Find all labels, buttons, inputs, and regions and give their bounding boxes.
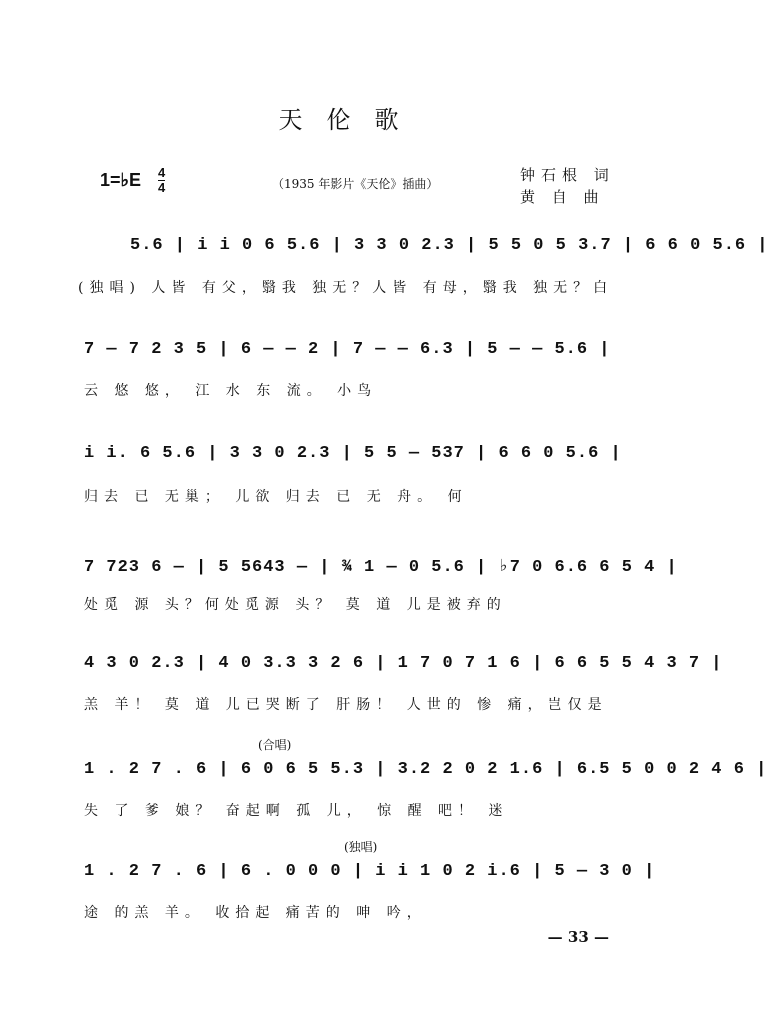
notation-line-4: 7 723 6 — | 5 5643 — | ¾ 1 — 0 5.6 | ♭7 0 6.6 6 5 4 |	[84, 558, 678, 577]
notation-line-1: 5.6 | i i 0 6 5.6 | 3 3 0 2.3 | 5 5 0 5 3.7 | 6 6 0 5.6 |	[130, 236, 769, 255]
key-signature: 1=♭E	[100, 170, 142, 190]
lyrics-line-7: 途 的羔 羊。 收拾起 痛苦的 呻 吟，	[84, 905, 427, 921]
time-signature-bottom: 4	[158, 180, 166, 195]
lyrics-line-3: 归去 已 无巢； 儿欲 归去 已 无 舟。 何	[84, 489, 468, 505]
lyricist-credit: 钟石根 词	[520, 166, 615, 184]
notation-line-7: 1 . 2 7 . 6 | 6 . 0 0 0 | i i 1 0 2 i.6 | 5 — 3 0 |	[84, 862, 656, 881]
notation-line-5: 4 3 0 2.3 | 4 0 3.3 3 2 6 | 1 7 0 7 1 6 | 6 6 5 5 4 3 7 |	[84, 654, 723, 673]
voice-marking-chorus: (合唱)	[258, 738, 292, 752]
song-title: 天伦歌	[278, 106, 423, 134]
lyrics-line-4: 处觅 源 头？何处觅源 头？ 莫 道 儿是被弃的	[84, 597, 507, 613]
composer-credit: 黄 自 曲	[520, 188, 605, 206]
page-number: — 33 —	[547, 928, 609, 946]
time-signature-top: 4	[158, 165, 166, 180]
time-signature	[158, 166, 165, 194]
notation-line-6: 1 . 2 7 . 6 | 6 0 6 5 5.3 | 3.2 2 0 2 1.6 | 6.5 5 0 0 2 4 6 |	[84, 760, 768, 779]
lyrics-line-2: 云 悠 悠， 江 水 东 流。 小鸟	[84, 383, 378, 399]
lyrics-line-1: (独唱) 人皆 有父，翳我 独无？人皆 有母，翳我 独无？白	[78, 280, 614, 296]
notation-line-3: i i. 6 5.6 | 3 3 0 2.3 | 5 5 — 537 | 6 6 0 5.6 |	[84, 444, 622, 463]
lyrics-line-6: 失 了 爹 娘？ 奋起啊 孤 儿， 惊 醒 吧！ 迷	[84, 803, 509, 819]
notation-line-2: 7 — 7 2 3 5 | 6 — — 2 | 7 — — 6.3 | 5 — — 5.6 |	[84, 340, 611, 359]
voice-marking-solo: (独唱)	[344, 840, 378, 854]
lyrics-line-5: 羔 羊！ 莫 道 儿已哭断了 肝肠！ 人世的 惨 痛，岂仅是	[84, 697, 608, 713]
song-subtitle: （1935 年影片《天伦》插曲）	[272, 177, 439, 191]
